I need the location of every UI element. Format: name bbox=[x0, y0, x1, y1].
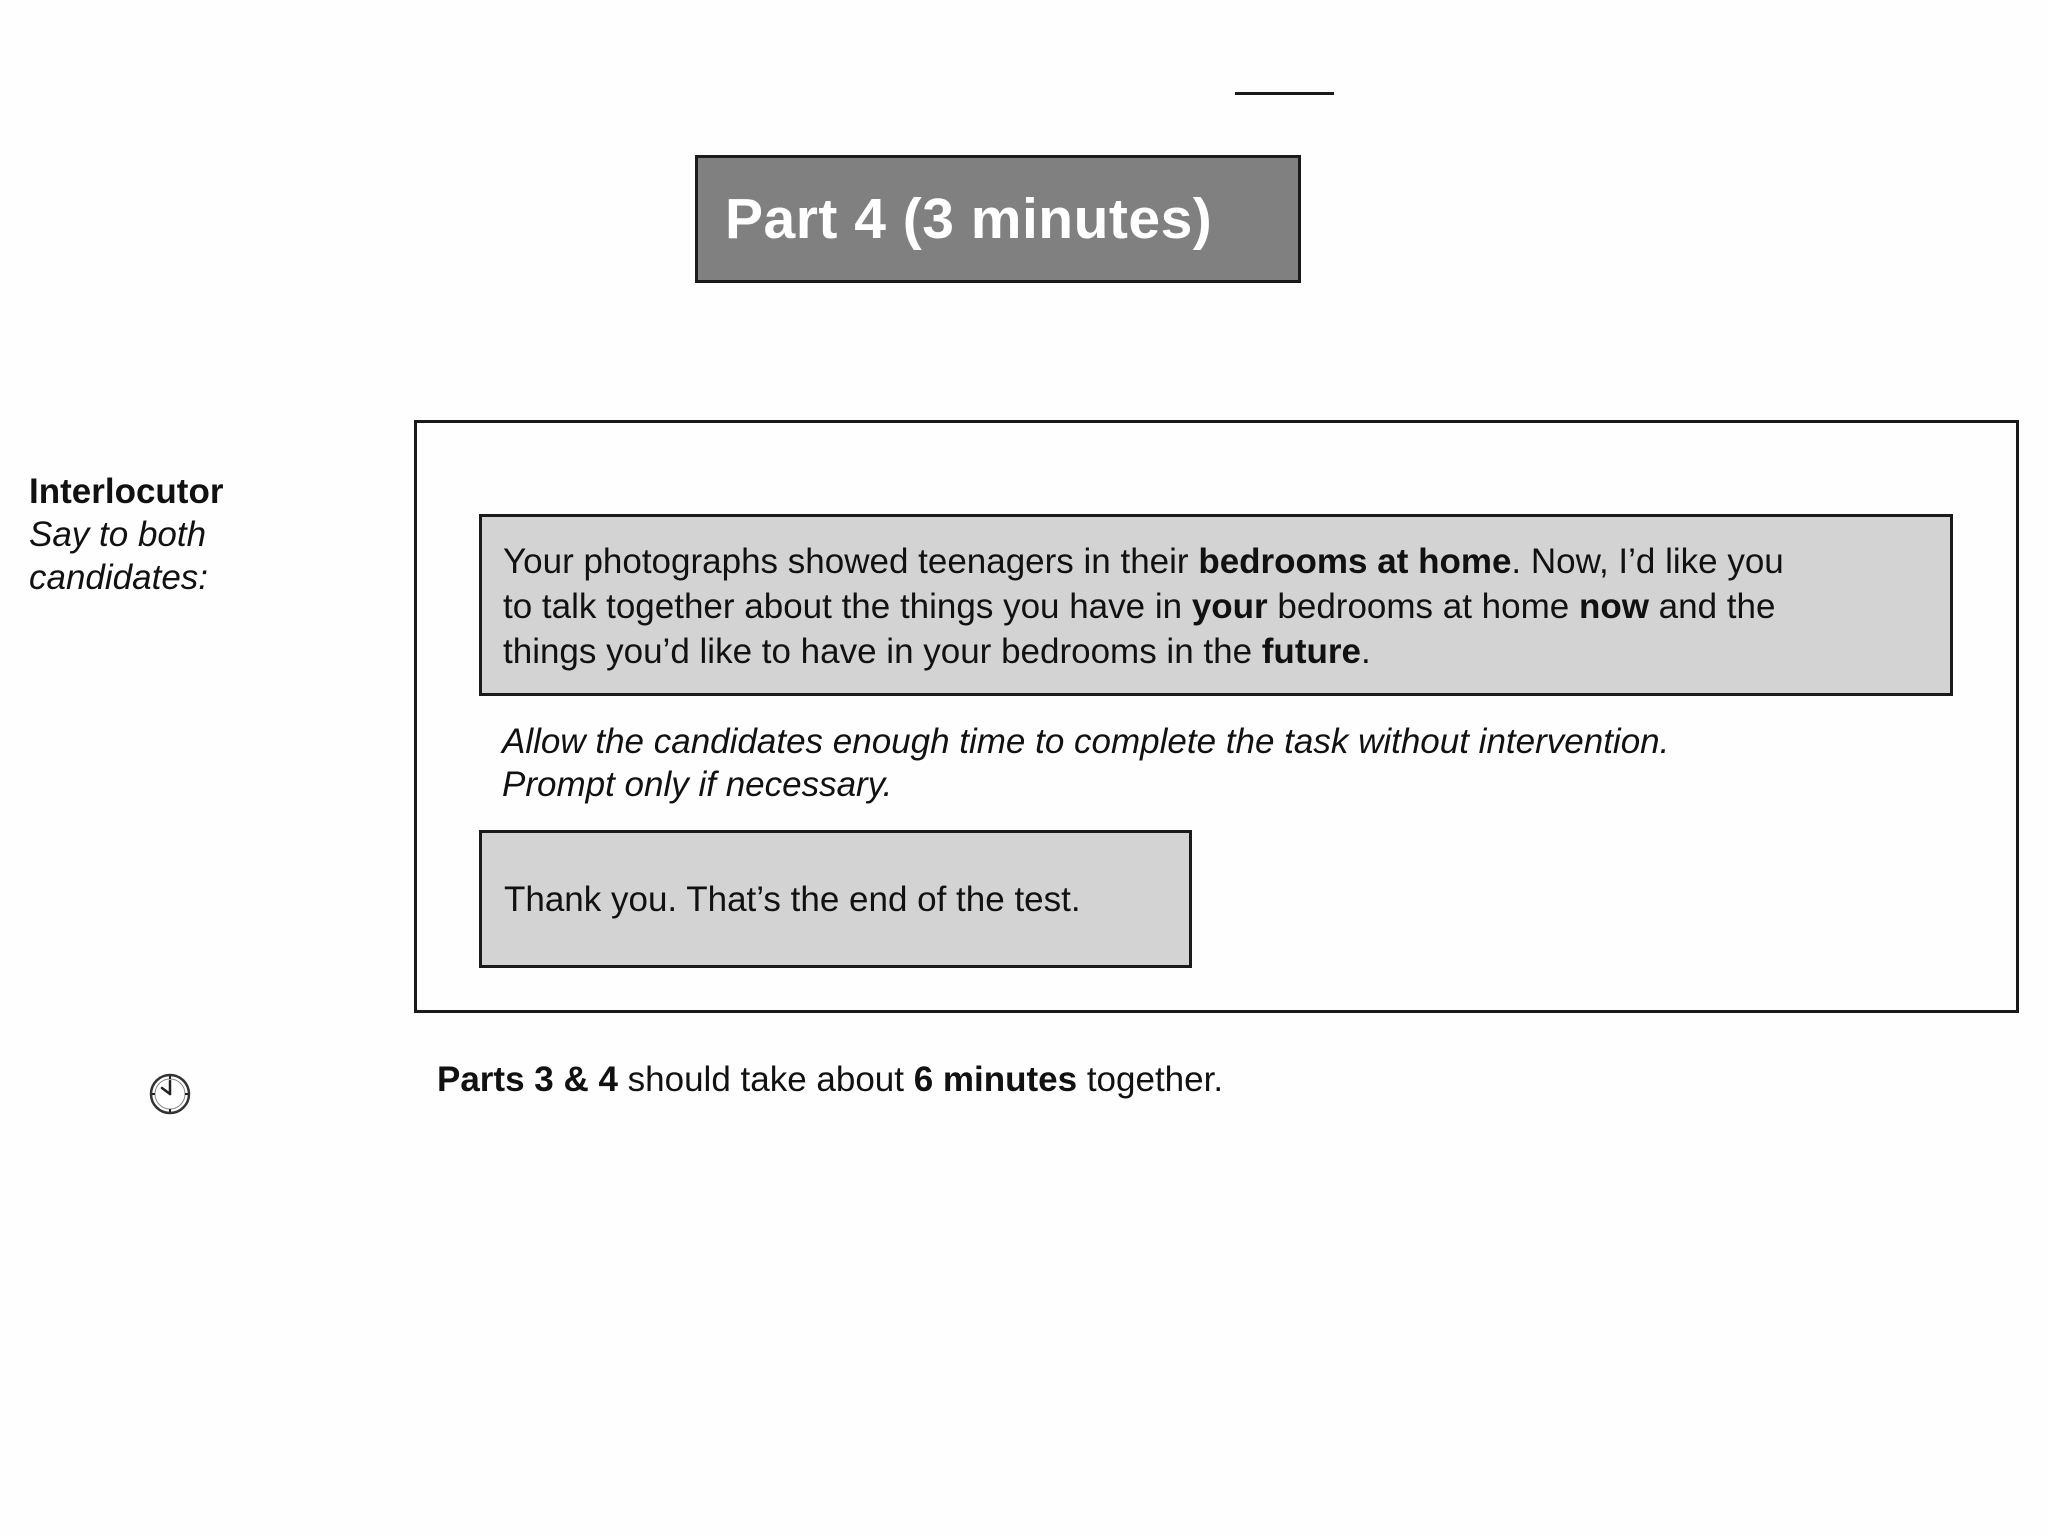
timing-text: together. bbox=[1077, 1060, 1224, 1099]
prompt-script-box bbox=[479, 514, 1953, 696]
prompt-text: Your photographs showed teenagers in their bbox=[503, 542, 1199, 581]
prompt-text: bedrooms at home bbox=[1267, 587, 1579, 626]
examiner-note-line2: Prompt only if necessary. bbox=[502, 765, 893, 804]
prompt-line-1 bbox=[503, 539, 1950, 584]
examiner-note-line1: Allow the candidates enough time to complete the task without intervention. bbox=[502, 722, 1670, 761]
prompt-text: things you’d like to have in your bedrooms in the bbox=[503, 632, 1262, 671]
prompt-text: to talk together about the things you have in bbox=[503, 587, 1192, 626]
interlocutor-instruction-line1: Say to both bbox=[29, 515, 207, 554]
prompt-emphasis: now bbox=[1578, 587, 1649, 626]
top-rule bbox=[1235, 92, 1334, 95]
timing-text: should take about bbox=[617, 1060, 914, 1099]
prompt-line-3 bbox=[503, 629, 1950, 674]
part-title: Part 4 (3 minutes) bbox=[725, 187, 1213, 251]
prompt-text: . Now, I’d like you bbox=[1511, 542, 1784, 581]
timing-emphasis: 6 minutes bbox=[913, 1060, 1078, 1099]
prompt-emphasis: your bbox=[1191, 587, 1268, 626]
interlocutor-instruction-line2: candidates: bbox=[29, 558, 209, 597]
closing-text: Thank you. That’s the end of the test. bbox=[504, 879, 1081, 919]
interlocutor-block bbox=[29, 470, 359, 599]
prompt-text: . bbox=[1360, 632, 1371, 671]
prompt-emphasis: future bbox=[1261, 632, 1361, 671]
timing-emphasis: Parts 3 & 4 bbox=[437, 1060, 618, 1099]
timing-note bbox=[437, 1058, 1223, 1101]
examiner-note bbox=[502, 720, 1669, 806]
part-title-box bbox=[695, 155, 1301, 283]
prompt-text: and the bbox=[1648, 587, 1776, 626]
clock-icon bbox=[147, 1071, 193, 1117]
prompt-emphasis: bedrooms at home bbox=[1198, 542, 1512, 581]
closing-script-box bbox=[479, 830, 1192, 968]
interlocutor-label: Interlocutor bbox=[29, 472, 224, 511]
prompt-line-2 bbox=[503, 584, 1950, 629]
